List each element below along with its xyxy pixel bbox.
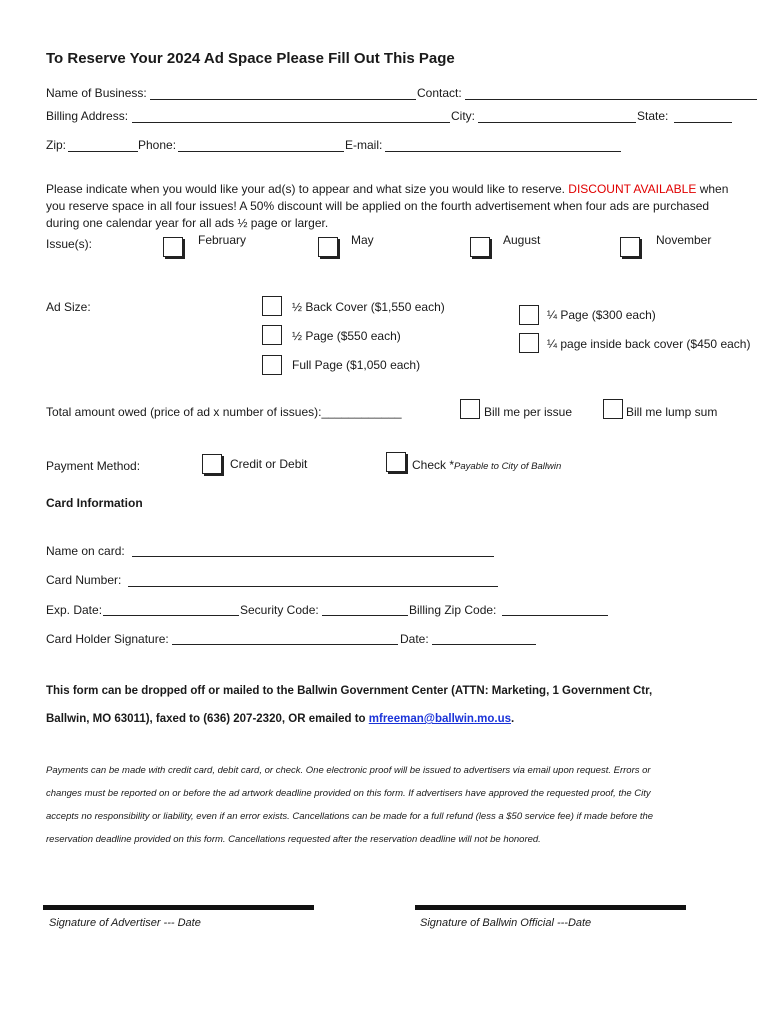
card-date-field[interactable] (432, 644, 536, 645)
intro-paragraph (46, 181, 736, 232)
issue-august-label: August (503, 233, 541, 247)
check-label (412, 458, 561, 472)
checkbox-quarter-inside-back[interactable] (519, 333, 539, 353)
billing-address-field[interactable] (132, 122, 450, 123)
checkbox-february[interactable] (163, 237, 183, 257)
advertiser-signature-line[interactable] (43, 905, 314, 910)
bill-per-issue-label: Bill me per issue (484, 405, 573, 419)
discount-note: DISCOUNT AVAILABLE (568, 182, 697, 196)
card-date-label: Date: (400, 632, 429, 646)
card-number-field[interactable] (128, 586, 498, 587)
checkbox-august[interactable] (470, 237, 490, 257)
issue-february-label: February (198, 233, 247, 247)
checkbox-half-page[interactable] (262, 325, 282, 345)
terms-line-2: changes must be reported on or before the ad artwork deadline provided on this form. If advertisers have approved the requested proof, the City (46, 788, 651, 799)
email-label: E-mail: (345, 138, 383, 152)
exp-date-label: Exp. Date: (46, 603, 103, 617)
total-label (46, 405, 402, 419)
intro-text: Please indicate when you would like your ad(s) to appear and what size you would like to reserve. (46, 182, 565, 196)
ad-size-label: Ad Size: (46, 300, 91, 314)
checkbox-credit-debit[interactable] (202, 454, 222, 474)
total-blank[interactable]: ____________ (321, 405, 402, 419)
checkbox-bill-per-issue[interactable] (460, 399, 480, 419)
business-label: Name of Business: (46, 86, 147, 100)
checkbox-november[interactable] (620, 237, 640, 257)
security-code-field[interactable] (322, 615, 408, 616)
check-text: Check * (412, 458, 455, 472)
state-label: State: (637, 109, 669, 123)
card-number-label: Card Number: (46, 573, 122, 587)
page-title: To Reserve Your 2024 Ad Space Please Fill Out This Page (46, 50, 455, 67)
checkbox-half-back-cover[interactable] (262, 296, 282, 316)
issue-november-label: November (656, 233, 712, 247)
city-field[interactable] (478, 122, 636, 123)
issues-label: Issue(s): (46, 237, 93, 251)
quarter-page-label: ¼ Page ($300 each) (547, 308, 656, 322)
card-name-field[interactable] (132, 556, 494, 557)
email-field[interactable] (385, 151, 621, 152)
contact-field[interactable] (465, 99, 757, 100)
submit-text-2: Ballwin, MO 63011), faxed to (636) 207-2320, OR emailed to (46, 713, 366, 725)
terms-line-4: reservation deadline provided on this form. Cancellations requested after the reservation deadline will not be honored. (46, 834, 541, 845)
advertiser-signature-label: Signature of Advertiser --- Date (49, 917, 201, 929)
contact-label: Contact: (417, 86, 462, 100)
card-signature-label: Card Holder Signature: (46, 632, 169, 646)
card-signature-field[interactable] (172, 644, 398, 645)
checkbox-may[interactable] (318, 237, 338, 257)
checkbox-check[interactable] (386, 452, 406, 472)
terms-line-3: accepts no responsibility or liability, even if an error exists. Cancellations can be made for a full refund (less a $50 service fee) if made before the (46, 811, 654, 822)
billing-zip-label: Billing Zip Code: (409, 603, 497, 617)
checkbox-full-page[interactable] (262, 355, 282, 375)
issue-may-label: May (351, 233, 374, 247)
credit-debit-label: Credit or Debit (230, 457, 308, 471)
submit-end: . (511, 713, 515, 725)
official-signature-line[interactable] (415, 905, 686, 910)
card-name-label: Name on card: (46, 544, 125, 558)
billing-address-label: Billing Address: (46, 109, 129, 123)
total-text: Total amount owed (price of ad x number of issues): (46, 405, 322, 419)
billing-zip-field[interactable] (502, 615, 608, 616)
phone-field[interactable] (178, 151, 344, 152)
quarter-inside-back-label: ¼ page inside back cover ($450 each) (547, 337, 751, 351)
half-back-cover-label: ½ Back Cover ($1,550 each) (292, 300, 445, 314)
check-note: Payable to City of Ballwin (454, 461, 562, 472)
submit-text-1: This form can be dropped off or mailed to the Ballwin Government Center (ATTN: Marketing, 1 Government Ctr, (46, 685, 653, 697)
half-page-label: ½ Page ($550 each) (292, 329, 401, 343)
security-code-label: Security Code: (240, 603, 319, 617)
phone-label: Phone: (138, 138, 177, 152)
checkbox-quarter-page[interactable] (519, 305, 539, 325)
full-page-label: Full Page ($1,050 each) (292, 358, 421, 372)
card-info-heading: Card Information (46, 496, 143, 510)
terms-line-1: Payments can be made with credit card, debit card, or check. One electronic proof will be issued to advertisers via email upon request. Errors or (46, 765, 651, 776)
email-link[interactable]: mfreeman@ballwin.mo.us (368, 713, 511, 725)
zip-label: Zip: (46, 138, 67, 152)
official-signature-label: Signature of Ballwin Official ---Date (420, 917, 592, 929)
intro-text-2: when you reserve space in all four issues! A 50% discount will be applied on the fourth advertisement when four ads are purchased during one calendar year for all ads ½ page or larger. (46, 182, 729, 230)
state-field[interactable] (674, 122, 732, 123)
bill-lump-sum-label: Bill me lump sum (626, 405, 718, 419)
submit-text-2-line (46, 713, 514, 725)
city-label: City: (451, 109, 475, 123)
checkbox-bill-lump-sum[interactable] (603, 399, 623, 419)
business-field[interactable] (150, 99, 416, 100)
exp-date-field[interactable] (103, 615, 239, 616)
payment-method-label: Payment Method: (46, 459, 141, 473)
zip-field[interactable] (68, 151, 138, 152)
